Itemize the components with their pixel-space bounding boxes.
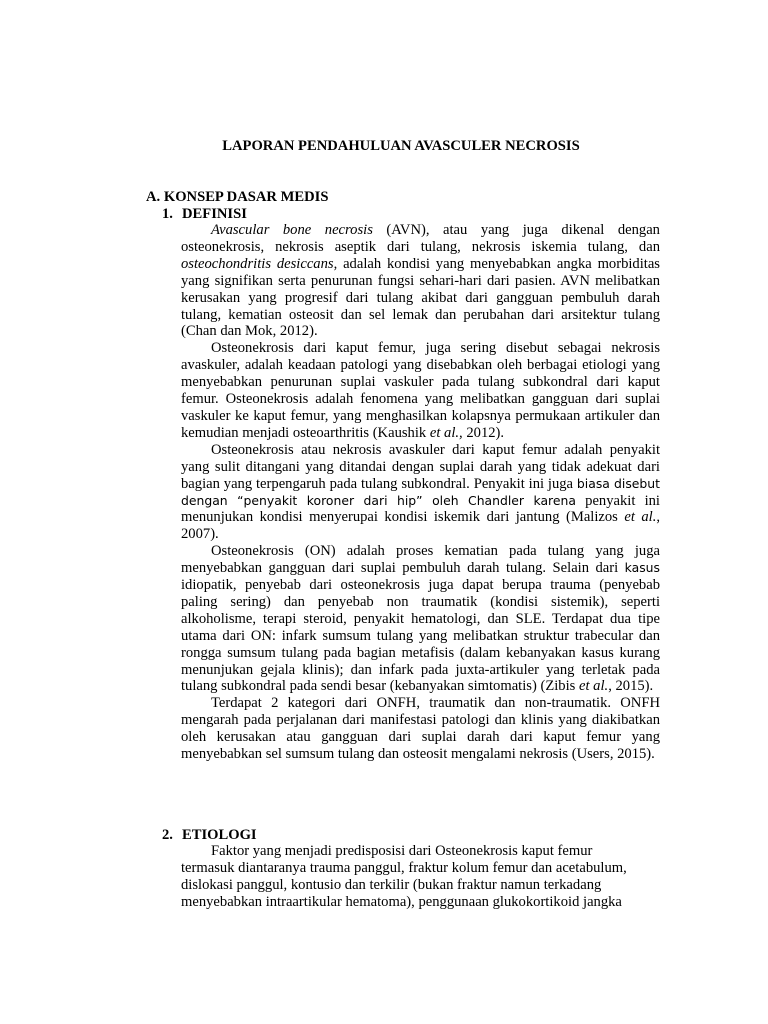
text-run: 2012).	[462, 424, 505, 441]
subheading-etiologi	[162, 827, 257, 844]
text-run-sans: kasus	[624, 560, 660, 576]
paragraph-3	[181, 442, 660, 543]
text-run: Osteonekrosis atau nekrosis avaskuler dari kaput femur adalah penyakit yang sulit ditangani yang ditandai dengan suplai darah yang tidak adekuat dari bagian yang terpengaruh pada tulang subkondral. Penyakit ini juga	[181, 441, 660, 492]
text-line: termasuk diantaranya trauma panggul, fraktur kolum femur dan acetabulum,	[181, 859, 627, 876]
text-run: idiopatik, penyebab dari osteonekrosis juga dapat berupa trauma (penyebab paling sering) dan penyebab non traumatik (kondisi sistemik), seperti alkoholisme, terapi steroid, penyakit hematologi, dan SLE. Terdapat dua tipe utama dari ON: infark sumsum tulang yang melibatkan struktur trabecular dan rongga sumsum tulang pada bagian metafisis (dalam kebanyakan kasus kurang menunjukan gejala klinis); dan infark pada juxta-artikuler yang terletak pada tulang subkondral pada sendi besar (kebanyakan simtomatis) (Zibis	[181, 577, 660, 695]
text-run: penyakit ini menunjukan kondisi menyerupai kondisi iskemik dari jantung (Malizos	[181, 492, 660, 526]
text-run: Osteonekrosis dari kaput femur, juga sering disebut sebagai nekrosis avaskuler, adalah keadaan patologi yang disebabkan oleh berbagai etiologi yang menyebabkan penurunan suplai vaskuler pada tulang subkondral dari kaput femur. Osteonekrosis adalah fenomena yang melibatkan gangguan dari suplai vaskuler ke kaput femur, yang menghasilkan kolapsnya permukaan artikuler dan kemudian menjadi osteoarthritis (Kaushik	[181, 340, 660, 441]
text-run: , 2007).	[181, 509, 661, 543]
etiologi-body	[181, 843, 660, 911]
document-title: LAPORAN PENDAHULUAN AVASCULER NECROSIS	[222, 138, 580, 154]
text-line: menyebabkan intraartikular hematoma), penggunaan glukokortikoid jangka	[181, 893, 622, 910]
text-run-sans: biasa disebut dengan “penyakit koroner dari hip” oleh Chandler karena	[181, 475, 660, 508]
subheading-number: 2.	[162, 827, 173, 843]
paragraph-2	[181, 340, 660, 441]
italic-term: Avascular bone necrosis	[211, 222, 373, 238]
subheading-number: 1.	[162, 206, 173, 222]
subheading-definisi	[162, 206, 247, 223]
subheading-label: DEFINISI	[182, 206, 247, 222]
paragraph-1	[181, 222, 660, 340]
italic-term: et al.	[579, 678, 609, 695]
italic-term: osteochondritis desiccans	[181, 255, 334, 272]
text-line: dislokasi panggul, kontusio dan terkilir (bukan fraktur namun terkadang	[181, 876, 602, 893]
italic-term: et al.,	[429, 424, 463, 441]
text-run: , 2015).	[608, 678, 654, 695]
definisi-body	[181, 222, 660, 763]
paragraph-5: Terdapat 2 kategori dari ONFH, traumatik dan non-traumatik. ONFH mengarah pada perjalanan dari manifestasi patologi dan klinis yang diakibatkan oleh kerusakan atau gangguan dari suplai darah dari kaput femur yang menyebabkan sel sumsum tulang dan osteosit mengalami nekrosis (Users, 2015).	[181, 695, 660, 763]
text-run: Osteonekrosis (ON) adalah proses kematian pada tulang yang juga menyebabkan gangguan dari suplai pembuluh darah tulang. Selain dari	[181, 543, 660, 577]
text-line: Faktor yang menjadi predisposisi dari Osteonekrosis kaput femur	[211, 843, 593, 859]
paragraph-4	[181, 543, 660, 695]
italic-term: et al.	[624, 509, 657, 526]
subheading-label: ETIOLOGI	[182, 827, 257, 843]
text-run: , adalah kondisi yang menyebabkan angka morbiditas yang signifikan serta penurunan fungsi sehari-hari dari pasien. AVN melibatkan kerusakan yang progresif dari tulang akibat dari gangguan pembuluh darah tulang, kematian osteosit dan sel lemak dan perubahan dari arsitektur tulang (Chan dan Mok, 2012).	[181, 255, 660, 340]
section-heading-a: A. KONSEP DASAR MEDIS	[146, 189, 329, 205]
text-run: (AVN), atau yang juga dikenal dengan osteonekrosis, nekrosis aseptik dari tulang, nekrosis iskemia tulang, dan	[181, 222, 660, 255]
